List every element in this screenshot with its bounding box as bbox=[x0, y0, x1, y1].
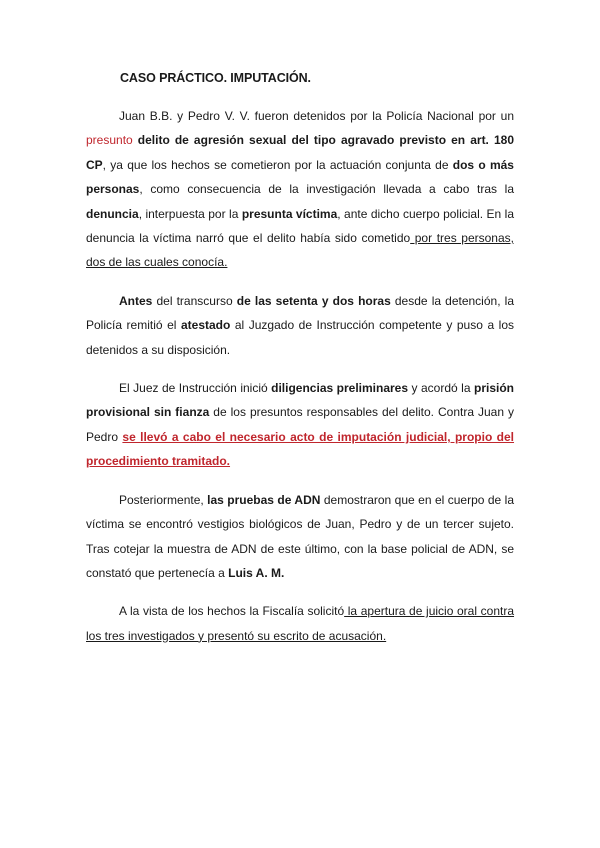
text-run: denuncia bbox=[86, 206, 139, 221]
text-run: de los presuntos responsables del delito. Contra Juan y Pedro bbox=[86, 405, 514, 444]
text-run: dos o más personas bbox=[86, 157, 514, 197]
text-run: se llevó a cabo el necesario acto de imputación judicial, propio del procedimiento tramitado. bbox=[86, 429, 515, 469]
document-body bbox=[86, 104, 514, 662]
document-title: CASO PRÁCTICO. IMPUTACIÓN. bbox=[120, 71, 311, 85]
text-run: de las setenta y dos horas bbox=[236, 293, 391, 308]
text-run: las pruebas de ADN bbox=[207, 492, 321, 507]
text-run: desde la detención, la Policía remitió el bbox=[86, 293, 514, 333]
text-run: , ante dicho cuerpo policial. En la denuncia la víctima narró que el delito había sido cometido bbox=[86, 206, 514, 246]
paragraph-adn bbox=[86, 488, 514, 586]
text-run: demostraron que en el cuerpo de la víctima se encontró vestigios biológicos de Juan, Pedro y de un tercer sujeto. Tras cotejar la muestra de ADN de este último, con la base policial de ADN, se constató que pertenecía a bbox=[86, 492, 514, 580]
text-run: , ya que los hechos se cometieron por la actuación conjunta de bbox=[102, 157, 453, 172]
text-run: Juan B.B. y Pedro V. V. fueron detenidos por la Policía Nacional por un bbox=[119, 109, 514, 123]
text-run: diligencias preliminares bbox=[271, 381, 409, 396]
text-run: por tres personas, dos de las cuales conocía. bbox=[86, 231, 514, 270]
paragraph-diligencias bbox=[86, 376, 514, 474]
text-run: Antes bbox=[119, 293, 153, 308]
text-run: , interpuesta por la bbox=[138, 206, 242, 221]
text-run: la apertura de juicio oral contra los tres investigados y presentó su escrito de acusación. bbox=[86, 604, 515, 643]
text-run: presunta víctima bbox=[241, 206, 338, 221]
text-run: y acordó la bbox=[408, 381, 474, 396]
paragraph-atestado bbox=[86, 289, 514, 362]
text-run: Posteriormente, bbox=[119, 492, 208, 507]
text-run: , como consecuencia de la investigación llevada a cabo tras la bbox=[139, 182, 514, 197]
text-run: atestado bbox=[180, 318, 231, 333]
text-run: prisión provisional sin fianza bbox=[86, 381, 514, 420]
text-run: A la vista de los hechos la Fiscalía solicitó bbox=[119, 604, 345, 619]
text-run: al Juzgado de Instrucción competente y puso a los detenidos a su disposición. bbox=[86, 318, 514, 357]
text-run: Luis A. M. bbox=[228, 565, 285, 580]
paragraph-detention bbox=[86, 104, 514, 275]
text-run: El Juez de Instrucción inició bbox=[119, 381, 272, 396]
text-run: presunto bbox=[86, 133, 133, 148]
text-run: delito de agresión sexual del tipo agravado previsto en art. 180 CP bbox=[86, 133, 514, 172]
text-run: del transcurso bbox=[152, 293, 237, 308]
paragraph-fiscalia bbox=[86, 599, 514, 648]
